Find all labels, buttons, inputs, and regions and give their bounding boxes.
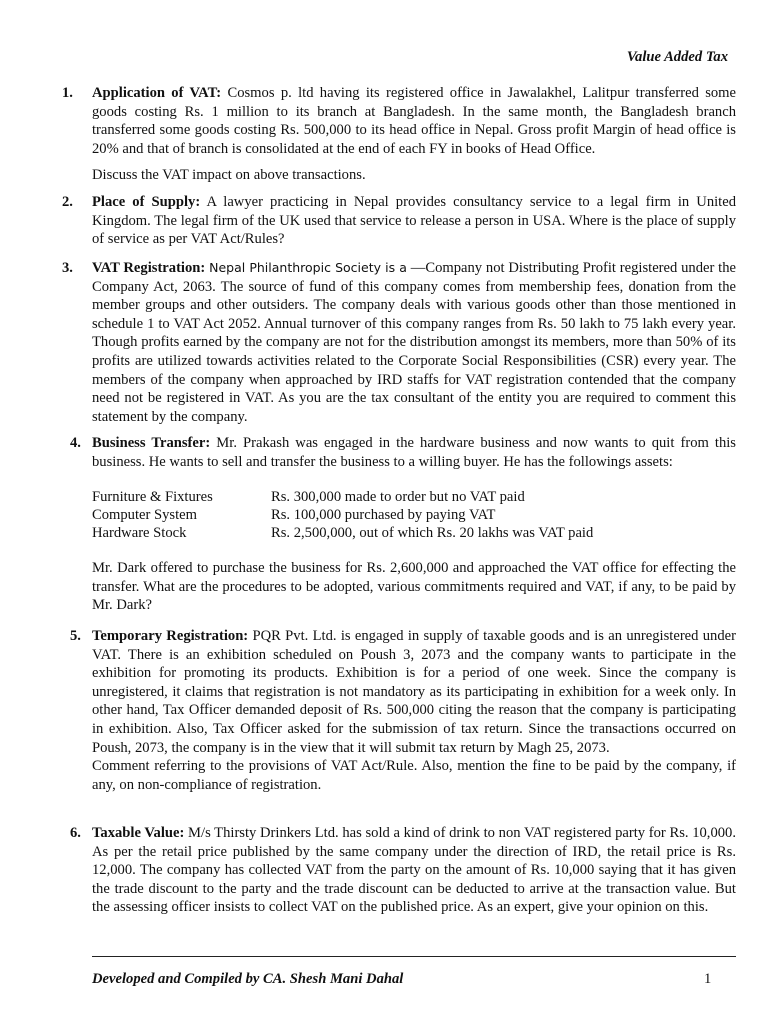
question-1 xyxy=(62,84,736,185)
question-text: Comment referring to the provisions of VAT Act/Rule. Also, mention the fine to be paid by the company, if any, on non-compliance of registration. xyxy=(92,758,736,793)
question-text: Discuss the VAT impact on above transactions. xyxy=(92,167,366,184)
question-text: PQR Pvt. Ltd. is engaged in supply of taxable goods and is an unregistered under VAT. There is an exhibition scheduled on Poush 3, 2073 and the company wants to participate in the exhibition for promoting its products. Exhibition is for a period of one week. Since the company is unregistered, it claims that registration is not mandatory as its participating in exhibition for a week only. In other hand, Tax Officer demanded deposit of Rs. 500,000 citing the reason that the company is participating in exhibition. Also, Tax Officer asked for the submission of tax return. Since the transactions occurred on Poush, 2073, the company is in the view that it will submit tax return by Magh 25, 2073. xyxy=(92,628,736,756)
asset-detail: Rs. 2,500,000, out of which Rs. 20 lakhs was VAT paid xyxy=(271,525,594,542)
question-text: —Company not Distributing Profit registered under the Company Act, 2063. The source of fund of this company comes from membership fees, donation from the member groups and other outsiders. The company deals with various goods other than those mentioned in schedule 1 to VAT Act 2052. Annual turnover of this company ranges from Rs. 50 lakh to 75 lakh every year. Though profits earned by the company are not for the distribution amongst its members, more than 50% of its profits are utilized towards activities related to the Corporate Social Responsibilities (CSR) every year. The members of the company when approached by IRD staffs for VAT registration contended that the company need not be registered in VAT. As you are the tax consultant of the entity you are required to comment this statement by the company. xyxy=(92,260,736,425)
assets-table xyxy=(92,488,593,542)
question-2 xyxy=(62,193,736,249)
question-text: Cosmos p. ltd having its registered office in Jawalakhel, Lalitpur transferred some goods costing Rs. 1 million to its branch at Bangladesh. In the same month, the Bangladesh branch transferred some goods costing Rs. 500,000 to its head office in Nepal. Gross profit Margin of head office is 20% and that of branch is consolidated at the end of each FY in books of Head Office. xyxy=(92,85,737,157)
question-title: Place of Supply: xyxy=(92,194,201,210)
question-title: Temporary Registration: xyxy=(92,628,249,644)
question-text: M/s Thirsty Drinkers Ltd. has sold a kind of drink to non VAT registered party for Rs. 10,000. As per the retail price published by the same company under the direction of IRD, the retail price is Rs. 12,000. The company has collected VAT from the party on the amount of Rs. 10,000 saying that it has given the trade discount to the party and the trade discount can be deducted to arrive at the transaction value. But the assessing officer insists to collect VAT on the published price. As an expert, give your opinion on this. xyxy=(92,825,736,916)
page-number: 1 xyxy=(704,971,712,987)
footer-credit: Developed and Compiled by CA. Shesh Mani Dahal xyxy=(92,971,404,987)
question-number: 2. xyxy=(62,194,73,210)
table-row xyxy=(92,506,593,524)
question-number: 5. xyxy=(70,628,81,644)
question-3 xyxy=(62,259,736,426)
question-text: A lawyer practicing in Nepal provides consultancy service to a legal firm in United Kingdom. The legal firm of the UK used that service to release a person in USA. Where is the place of supply of service as per VAT Act/Rules? xyxy=(92,194,737,248)
footer-divider xyxy=(92,956,736,957)
question-number: 3. xyxy=(62,260,73,276)
table-row xyxy=(92,488,593,506)
asset-detail: Rs. 100,000 purchased by paying VAT xyxy=(271,507,496,524)
question-lead: Nepal Philanthropic Society is a xyxy=(209,260,407,275)
question-number: 4. xyxy=(70,435,81,451)
asset-detail: Rs. 300,000 made to order but no VAT paid xyxy=(271,489,525,506)
asset-name: Computer System xyxy=(92,507,197,524)
asset-name: Hardware Stock xyxy=(92,525,187,542)
question-title: Taxable Value: xyxy=(92,825,185,841)
question-text: Mr. Prakash was engaged in the hardware business and now wants to quit from this business. He wants to sell and transfer the business to a willing buyer. He has the followings assets: xyxy=(92,435,736,470)
asset-name: Furniture & Fixtures xyxy=(92,489,213,506)
question-4 xyxy=(62,434,736,615)
question-number: 1. xyxy=(62,85,73,101)
question-text: Mr. Dark offered to purchase the business for Rs. 2,600,000 and approached the VAT office for effecting the transfer. What are the procedures to be adopted, various commitments required and VAT, if any, to be paid by Mr. Dark? xyxy=(92,560,736,614)
question-title: VAT Registration: xyxy=(92,260,206,276)
question-title: Application of VAT: xyxy=(92,85,222,101)
question-number: 6. xyxy=(70,825,81,841)
table-row xyxy=(92,524,593,542)
question-title: Business Transfer: xyxy=(92,435,211,451)
question-6 xyxy=(62,824,736,917)
question-5 xyxy=(62,627,736,794)
running-header: Value Added Tax xyxy=(626,49,728,65)
